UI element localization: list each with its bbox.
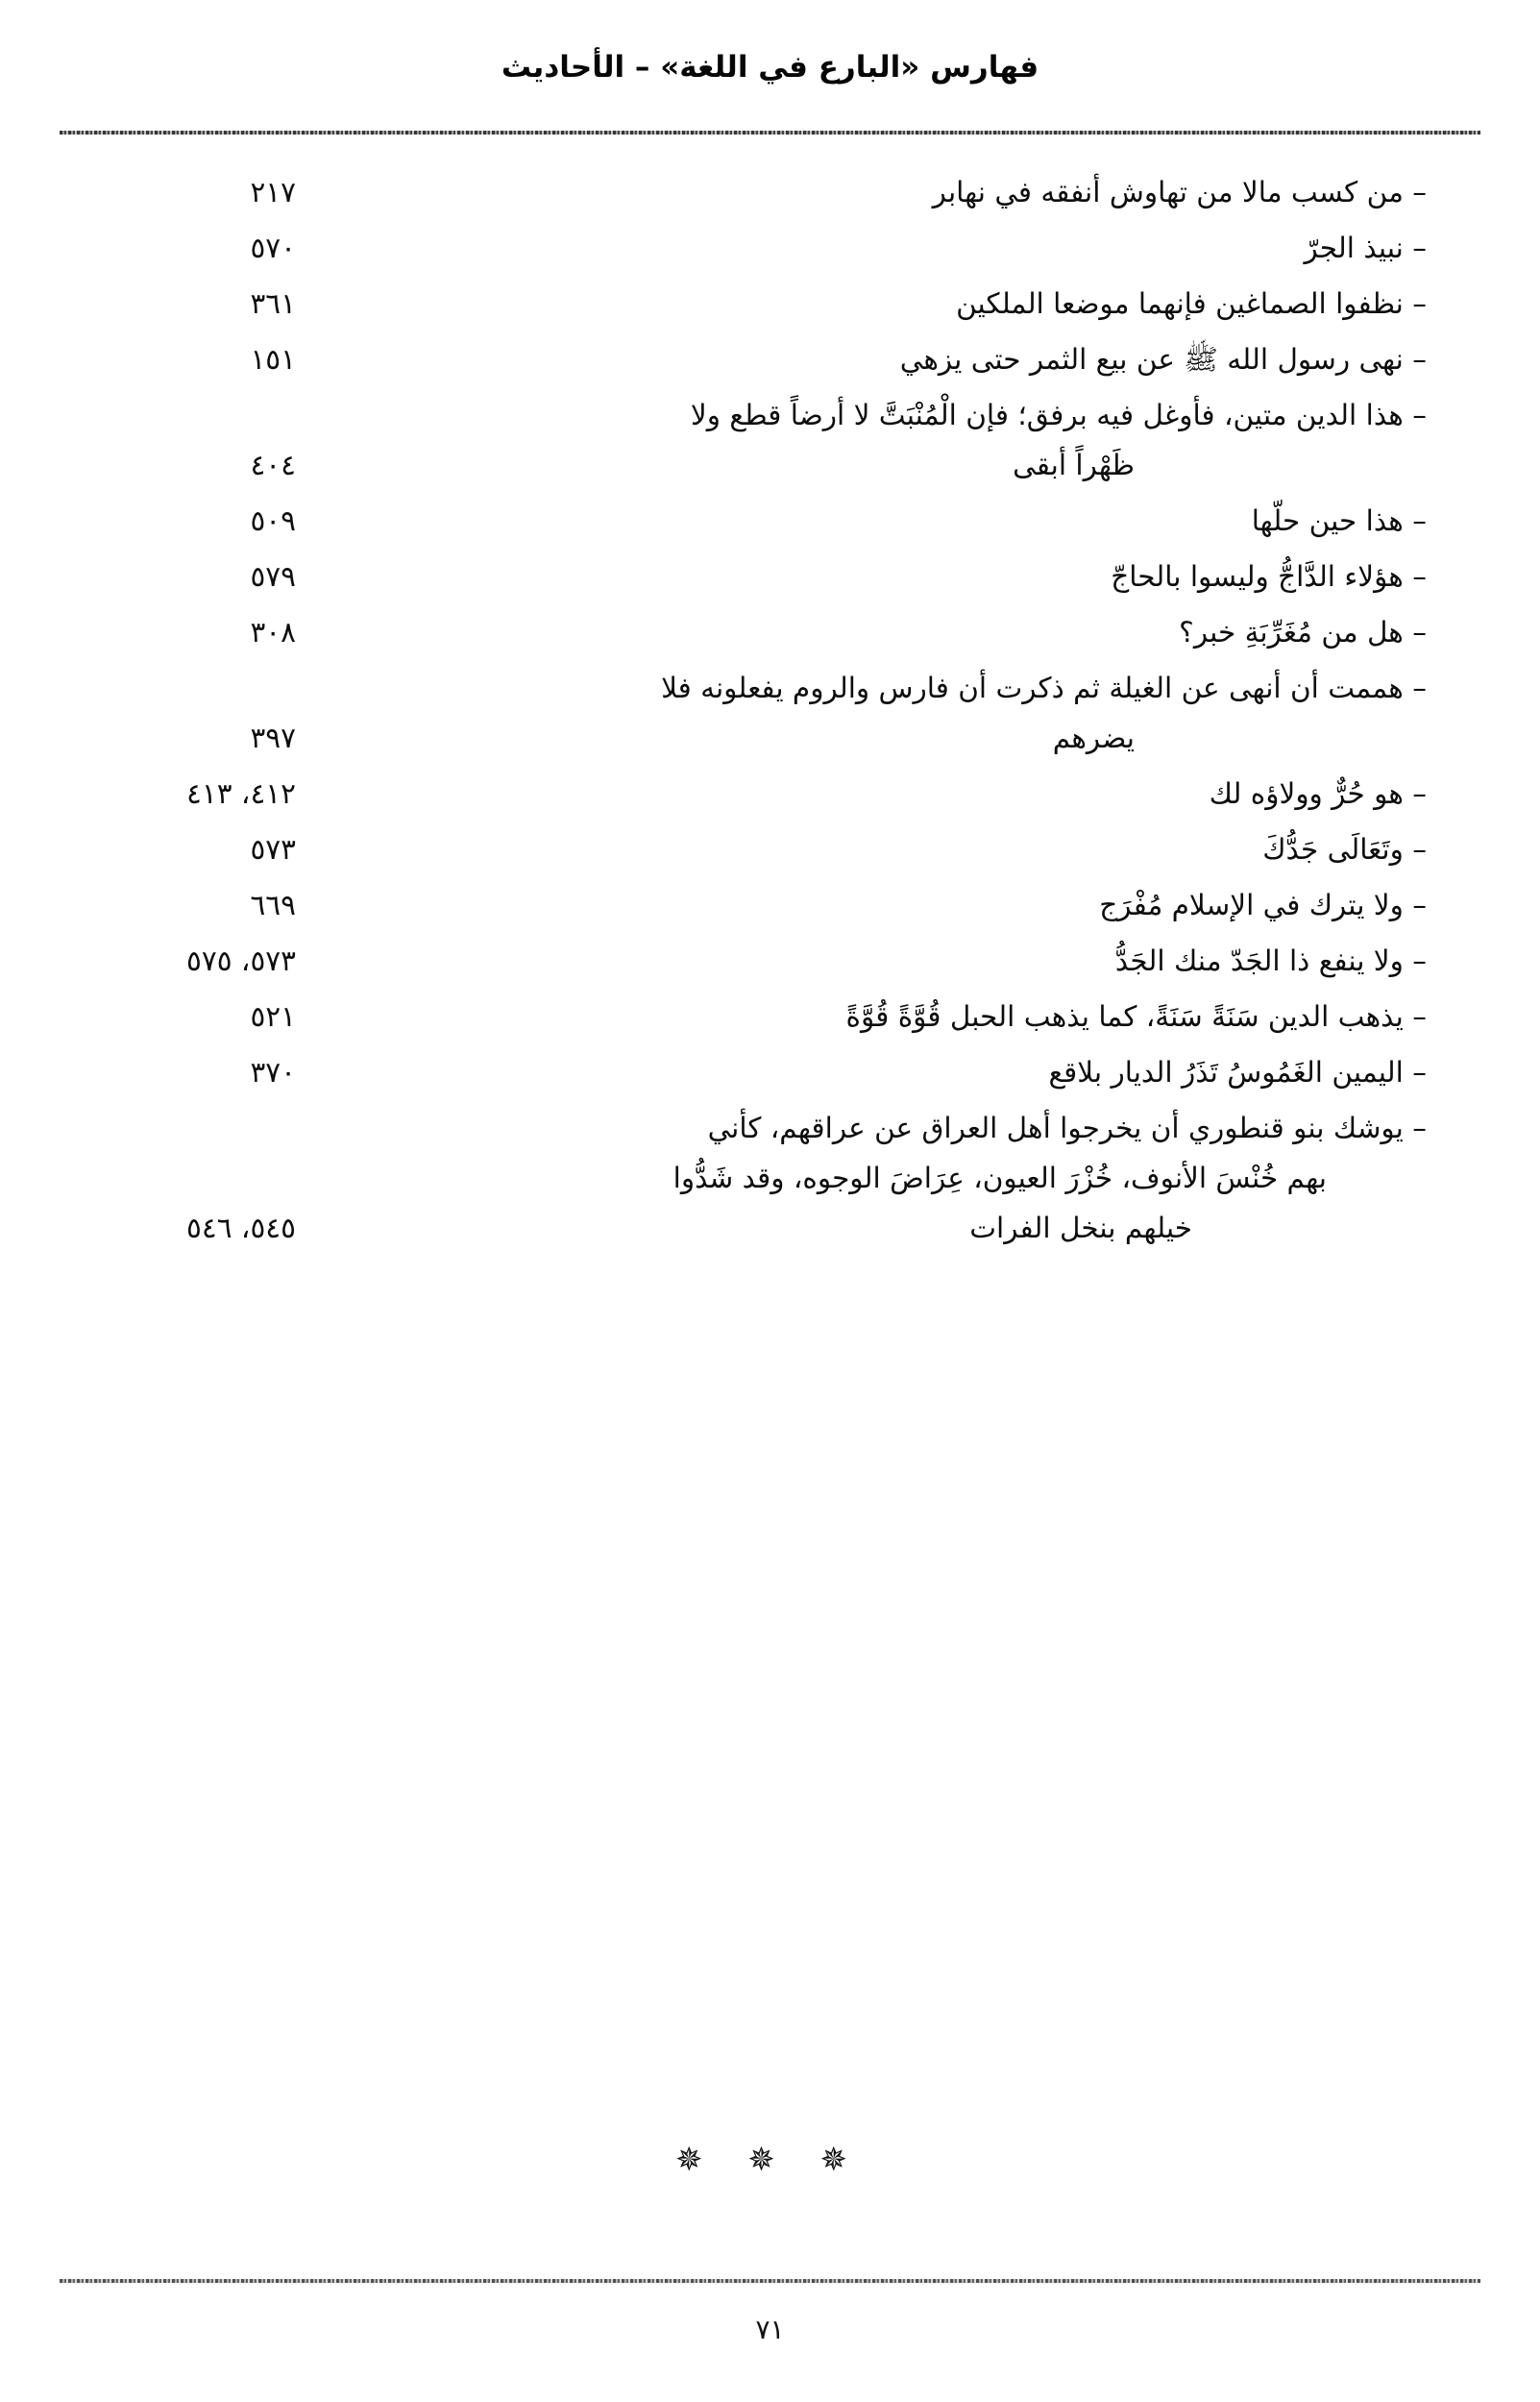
index-entry-text: – يوشك بنو قنطوري أن يخرجوا أهل العراق عن عراقهم، كأني: [707, 1112, 1427, 1144]
index-entry-line: [60, 394, 1480, 444]
index-entry-line: [60, 555, 1480, 605]
index-entry: [60, 772, 1480, 822]
index-entry: [60, 940, 1480, 990]
index-entry-line: [60, 772, 1480, 822]
running-head: فهارس «البارع في اللغة» – الأحاديث: [501, 50, 1039, 85]
index-entry-page-ref: ٤٠٤: [250, 449, 296, 481]
index-entry-text: – نهى رسول الله ﷺ عن بيع الثمر حتى يزهي: [899, 343, 1427, 376]
index-entry-page-ref: ٣٧٠: [250, 1056, 296, 1089]
index-entry-line: [60, 171, 1480, 221]
index-entry: [60, 171, 1480, 221]
index-entry-line: [60, 444, 1480, 494]
index-entry-line: [60, 717, 1480, 767]
index-entry-page-ref: ٤١٢، ٤١٣: [186, 777, 296, 810]
index-entry-page-ref: ٣٦١: [250, 287, 296, 320]
index-entry-page-ref: ٥٠٩: [250, 504, 296, 537]
index-entry-text: بهم خُنْسَ الأنوف، خُزْرَ العيون، عِرَاضَ الوجوه، وقد شَدُّوا: [672, 1162, 1327, 1194]
index-entry-page-ref: ٢١٧: [250, 176, 296, 208]
section-divider-asterisks: ✵ ✵ ✵: [674, 2141, 866, 2179]
index-entry: [60, 611, 1480, 661]
index-entry-text: خيلهم بنخل الفرات: [969, 1212, 1192, 1244]
index-entry: [60, 1051, 1480, 1101]
index-entry-page-ref: ١٥١: [250, 343, 296, 376]
index-entry-page-ref: ٣٩٧: [250, 722, 296, 754]
index-entry-text: يضرهم: [1052, 722, 1135, 754]
index-entry: [60, 1107, 1480, 1257]
index-entry-text: – هل من مُغَرِّبَةِ خبر؟: [1179, 616, 1427, 649]
index-entry-page-ref: ٥٢١: [250, 1000, 296, 1033]
index-entry: [60, 884, 1480, 934]
index-entry-line: [60, 940, 1480, 990]
footer-rule: [60, 2279, 1480, 2283]
index-entry-list: [60, 171, 1480, 1262]
index-entry-text: – هممت أن أنهى عن الغيلة ثم ذكرت أن فارس والروم يفعلونه فلا: [661, 672, 1427, 704]
index-entry: [60, 555, 1480, 605]
index-entry-page-ref: ٥٧٣: [250, 833, 296, 866]
index-entry-line: [60, 828, 1480, 878]
page-number: ٧١: [755, 2314, 785, 2345]
index-entry-text: – من كسب مالا من تهاوش أنفقه في نهابر: [932, 176, 1427, 208]
index-entry-line: [60, 884, 1480, 934]
index-entry-line: [60, 338, 1480, 388]
index-entry: [60, 667, 1480, 767]
index-entry-text: – ولا يترك في الإسلام مُفْرَج: [1099, 889, 1427, 921]
header-rule: [60, 131, 1480, 135]
index-entry-page-ref: ٥٤٥، ٥٤٦: [186, 1212, 296, 1244]
index-entry-line: [60, 500, 1480, 550]
index-entry-text: – اليمين الغَمُوسُ تَذَرُ الديار بلاقع: [1048, 1056, 1427, 1089]
index-entry-text: – هو حُرٌّ وولاؤه لك: [1209, 777, 1427, 810]
index-entry: [60, 282, 1480, 332]
index-entry-page-ref: ٥٧٣، ٥٧٥: [186, 944, 296, 977]
index-entry-page-ref: ٥٧٩: [250, 560, 296, 593]
index-entry-line: [60, 995, 1480, 1045]
index-entry-text: – وتَعَالَى جَدُّكَ: [1262, 833, 1427, 866]
index-entry: [60, 500, 1480, 550]
index-entry-line: [60, 1207, 1480, 1257]
index-entry-text: – يذهب الدين سَنَةً سَنَةً، كما يذهب الحبل قُوَّةً قُوَّةً: [845, 1000, 1427, 1033]
index-entry-line: [60, 1051, 1480, 1101]
index-entry-text: – نظفوا الصماغين فإنهما موضعا الملكين: [956, 287, 1427, 320]
index-entry-line: [60, 611, 1480, 661]
index-entry-text: – هذا حين حلّها: [1251, 504, 1427, 537]
index-entry-text: – نبيذ الجرّ: [1304, 232, 1427, 264]
index-entry: [60, 828, 1480, 878]
index-entry: [60, 995, 1480, 1045]
index-entry-line: [60, 1107, 1480, 1157]
index-entry-page-ref: ٣٠٨: [250, 616, 296, 649]
index-entry-text: ظَهْراً أبقى: [1013, 449, 1135, 481]
index-entry-page-ref: ٥٧٠: [250, 232, 296, 264]
index-entry-text: – هؤلاء الدَّاجُّ وليسوا بالحاجّ: [1111, 560, 1427, 593]
index-entry: [60, 227, 1480, 277]
index-entry-line: [60, 667, 1480, 717]
index-entry-text: – هذا الدين متين، فأوغل فيه برفق؛ فإن الْمُنْبَتَّ لا أرضاً قطع ولا: [690, 399, 1427, 431]
index-entry-page-ref: ٦٦٩: [250, 889, 296, 921]
index-entry-text: – ولا ينفع ذا الجَدّ منك الجَدُّ: [1114, 944, 1427, 977]
index-entry-line: [60, 282, 1480, 332]
index-entry: [60, 338, 1480, 388]
index-entry-line: [60, 1157, 1480, 1207]
index-entry-line: [60, 227, 1480, 277]
index-entry: [60, 394, 1480, 494]
